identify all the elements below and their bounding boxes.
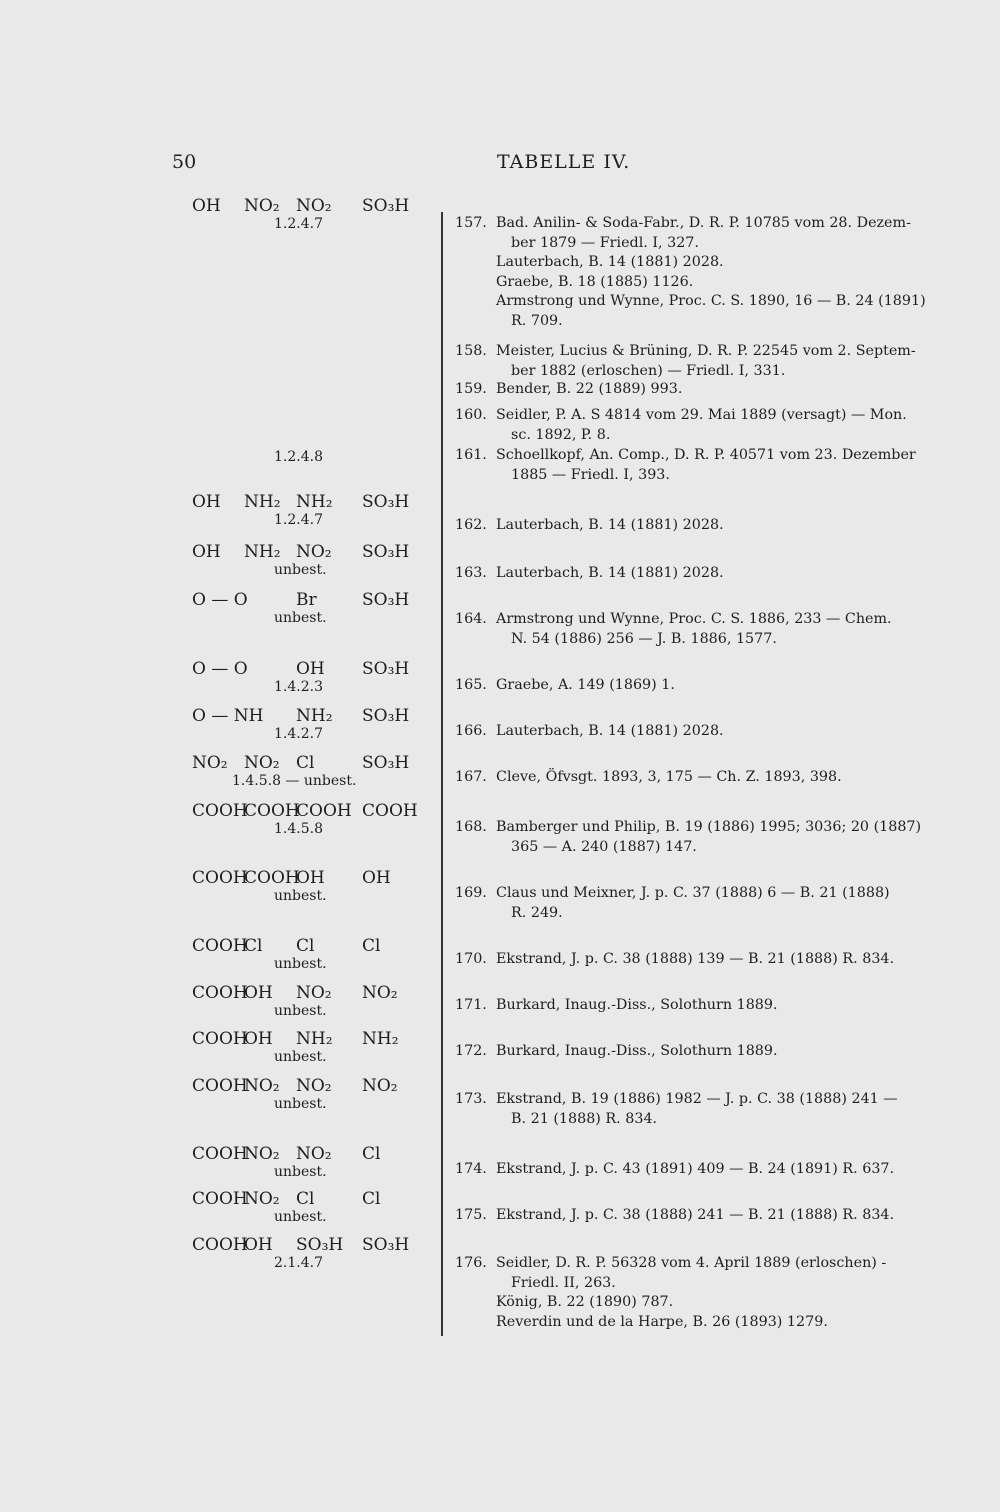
reference-number: 171. xyxy=(455,997,487,1013)
reference-number: 172. xyxy=(455,1043,487,1059)
formula-row xyxy=(192,492,432,514)
reference-entry xyxy=(455,380,945,400)
reference-line: Cleve, Öfvsgt. 1893, 3, 175 — Ch. Z. 1893, 398. xyxy=(496,769,842,785)
position-text: unbest. xyxy=(274,1096,327,1112)
reference-line: Lauterbach, B. 14 (1881) 2028. xyxy=(496,254,724,270)
reference-entry xyxy=(455,1042,945,1062)
reference-line: Meister, Lucius & Brüning, D. R. P. 22545 vom 2. Septem- xyxy=(496,343,916,359)
formula-group: NH₂ xyxy=(296,1029,333,1049)
reference-number: 163. xyxy=(455,565,487,581)
formula-group: Cl xyxy=(296,1189,315,1209)
position-text: unbest. xyxy=(274,1164,327,1180)
reference-entry xyxy=(455,1090,945,1129)
reference-entry xyxy=(455,1206,945,1226)
formula-group: SO₃H xyxy=(362,492,410,512)
reference-line: Friedl. II, 263. xyxy=(511,1274,616,1291)
formula-group: OH xyxy=(244,1029,273,1049)
formula-group: NO₂ xyxy=(362,983,398,1003)
reference-number: 157. xyxy=(455,215,487,231)
formula-row xyxy=(192,542,432,564)
reference-entry xyxy=(455,818,945,857)
position-text: 2.1.4.7 xyxy=(274,1255,323,1271)
formula-row xyxy=(192,868,432,890)
position-text: unbest. xyxy=(274,1209,327,1225)
formula-group: SO₃H xyxy=(362,542,410,562)
formula-group: NH₂ xyxy=(296,492,333,512)
formula-group: COOH xyxy=(244,868,300,888)
formula-group: NH₂ xyxy=(296,706,333,726)
reference-line: Reverdin und de la Harpe, B. 26 (1893) 1279. xyxy=(496,1313,828,1330)
reference-number: 159. xyxy=(455,381,487,397)
formula-group: OH xyxy=(362,868,391,888)
reference-line: ber 1882 (erloschen) — Friedl. I, 331. xyxy=(511,362,786,379)
reference-entry xyxy=(455,342,945,381)
page-number: 50 xyxy=(172,151,197,173)
formula-row xyxy=(192,590,432,612)
reference-line: 1885 — Friedl. I, 393. xyxy=(511,466,670,483)
reference-line: Armstrong und Wynne, Proc. C. S. 1886, 233 — Chem. xyxy=(496,611,892,627)
reference-number: 162. xyxy=(455,517,487,533)
position-text: unbest. xyxy=(274,888,327,904)
formula-group: NO₂ xyxy=(244,1189,280,1209)
reference-number: 176. xyxy=(455,1255,487,1271)
reference-line: Graebe, B. 18 (1885) 1126. xyxy=(496,273,694,290)
reference-number: 166. xyxy=(455,723,487,739)
reference-number: 168. xyxy=(455,819,487,835)
column-divider xyxy=(441,212,443,1336)
formula-group: NO₂ xyxy=(296,1144,332,1164)
formula-group: Cl xyxy=(244,936,263,956)
reference-line: N. 54 (1886) 256 — J. B. 1886, 1577. xyxy=(511,630,777,647)
formula-group: COOH xyxy=(244,801,300,821)
formula-group: COOH xyxy=(192,936,248,956)
formula-row xyxy=(192,196,432,218)
formula-group: COOH xyxy=(192,1029,248,1049)
reference-line: Ekstrand, J. p. C. 43 (1891) 409 — B. 24 (1891) R. 637. xyxy=(496,1161,895,1177)
reference-line: Armstrong und Wynne, Proc. C. S. 1890, 16 — B. 24 (1891) xyxy=(496,293,926,309)
formula-group: O — O xyxy=(192,659,248,679)
reference-number: 169. xyxy=(455,885,487,901)
position-text: unbest. xyxy=(274,562,327,578)
formula-group: SO₃H xyxy=(362,1235,410,1255)
reference-line: Seidler, P. A. S 4814 vom 29. Mai 1889 (versagt) — Mon. xyxy=(496,407,907,423)
formula-group: OH xyxy=(192,542,221,562)
formula-group: NO₂ xyxy=(296,1076,332,1096)
reference-entry xyxy=(455,884,945,923)
formula-group: COOH xyxy=(192,1076,248,1096)
formula-group: NO₂ xyxy=(244,1076,280,1096)
reference-entry xyxy=(455,406,945,445)
formula-group: COOH xyxy=(192,1144,248,1164)
reference-entry xyxy=(455,446,945,485)
reference-line: Burkard, Inaug.-Diss., Solothurn 1889. xyxy=(496,1043,778,1059)
formula-row xyxy=(192,1144,432,1166)
formula-group: NO₂ xyxy=(362,1076,398,1096)
formula-group: NO₂ xyxy=(296,542,332,562)
formula-group: Cl xyxy=(362,1144,381,1164)
formula-group: NH₂ xyxy=(244,542,281,562)
reference-line: Bender, B. 22 (1889) 993. xyxy=(496,381,683,397)
formula-group: Cl xyxy=(296,936,315,956)
formula-group: Cl xyxy=(296,753,315,773)
position-text: 1.4.5.8 xyxy=(274,821,323,837)
reference-line: Lauterbach, B. 14 (1881) 2028. xyxy=(496,723,724,739)
formula-group: NO₂ xyxy=(244,196,280,216)
formula-group: OH xyxy=(192,492,221,512)
reference-number: 170. xyxy=(455,951,487,967)
formula-row xyxy=(192,983,432,1005)
reference-entry xyxy=(455,1160,945,1180)
position-text: 1.2.4.7 xyxy=(274,512,323,528)
reference-number: 175. xyxy=(455,1207,487,1223)
formula-group: Br xyxy=(296,590,317,610)
reference-line: Ekstrand, J. p. C. 38 (1888) 241 — B. 21 (1888) R. 834. xyxy=(496,1207,895,1223)
formula-group: SO₃H xyxy=(362,753,410,773)
reference-number: 160. xyxy=(455,407,487,423)
reference-line: Claus und Meixner, J. p. C. 37 (1888) 6 — B. 21 (1888) xyxy=(496,885,890,901)
formula-group: O — NH xyxy=(192,706,264,726)
page-title: TABELLE IV. xyxy=(497,151,631,173)
formula-group: SO₃H xyxy=(362,196,410,216)
formula-group: NO₂ xyxy=(296,196,332,216)
reference-number: 173. xyxy=(455,1091,487,1107)
formula-row xyxy=(192,801,432,823)
position-text: unbest. xyxy=(274,1003,327,1019)
formula-group: NO₂ xyxy=(244,1144,280,1164)
reference-line: 365 — A. 240 (1887) 147. xyxy=(511,838,697,855)
formula-group: O — O xyxy=(192,590,248,610)
reference-entry xyxy=(455,768,945,788)
formula-row xyxy=(192,753,432,775)
reference-entry xyxy=(455,996,945,1016)
formula-group: Cl xyxy=(362,1189,381,1209)
reference-line: R. 249. xyxy=(511,904,563,921)
reference-number: 164. xyxy=(455,611,487,627)
reference-line: Lauterbach, B. 14 (1881) 2028. xyxy=(496,565,724,581)
formula-row xyxy=(192,1029,432,1051)
formula-group: COOH xyxy=(296,801,352,821)
reference-line: Ekstrand, J. p. C. 38 (1888) 139 — B. 21 (1888) R. 834. xyxy=(496,951,895,967)
reference-entry xyxy=(455,1254,945,1332)
reference-number: 161. xyxy=(455,447,487,463)
formula-group: SO₃H xyxy=(296,1235,344,1255)
formula-group: COOH xyxy=(192,1189,248,1209)
formula-group: SO₃H xyxy=(362,659,410,679)
formula-group: COOH xyxy=(192,983,248,1003)
reference-line: Graebe, A. 149 (1869) 1. xyxy=(496,677,675,693)
reference-entry xyxy=(455,722,945,742)
reference-entry xyxy=(455,214,945,331)
position-text: 1.4.2.7 xyxy=(274,726,323,742)
reference-entry xyxy=(455,564,945,584)
formula-group: OH xyxy=(192,196,221,216)
reference-number: 158. xyxy=(455,343,487,359)
reference-line: Bad. Anilin- & Soda-Fabr., D. R. P. 10785 vom 28. Dezem- xyxy=(496,215,911,231)
position-text: 1.4.2.3 xyxy=(274,679,323,695)
formula-group: OH xyxy=(244,1235,273,1255)
formula-group: NH₂ xyxy=(362,1029,399,1049)
formula-row xyxy=(192,1235,432,1257)
reference-line: R. 709. xyxy=(511,312,563,329)
position-text: 1.2.4.8 xyxy=(274,449,323,465)
reference-line: Burkard, Inaug.-Diss., Solothurn 1889. xyxy=(496,997,778,1013)
reference-entry xyxy=(455,676,945,696)
formula-group: OH xyxy=(296,868,325,888)
reference-number: 165. xyxy=(455,677,487,693)
reference-line: sc. 1892, P. 8. xyxy=(511,426,611,443)
formula-row xyxy=(192,659,432,681)
position-text: 1.4.5.8 — unbest. xyxy=(232,773,357,789)
reference-entry xyxy=(455,950,945,970)
reference-line: Schoellkopf, An. Comp., D. R. P. 40571 vom 23. Dezember xyxy=(496,447,916,463)
formula-row xyxy=(192,1076,432,1098)
reference-number: 167. xyxy=(455,769,487,785)
formula-group: COOH xyxy=(192,1235,248,1255)
position-text: 1.2.4.7 xyxy=(274,216,323,232)
reference-line: ber 1879 — Friedl. I, 327. xyxy=(511,234,699,251)
formula-row xyxy=(192,706,432,728)
formula-group: Cl xyxy=(362,936,381,956)
formula-group: SO₃H xyxy=(362,590,410,610)
reference-line: Ekstrand, B. 19 (1886) 1982 — J. p. C. 38 (1888) 241 — xyxy=(496,1091,898,1107)
formula-group: NO₂ xyxy=(296,983,332,1003)
formula-row xyxy=(192,1189,432,1211)
formula-row xyxy=(192,936,432,958)
reference-entry xyxy=(455,610,945,649)
formula-group: COOH xyxy=(192,868,248,888)
formula-group: SO₃H xyxy=(362,706,410,726)
formula-group: COOH xyxy=(192,801,248,821)
formula-group: COOH xyxy=(362,801,418,821)
reference-line: Lauterbach, B. 14 (1881) 2028. xyxy=(496,517,724,533)
formula-group: NO₂ xyxy=(244,753,280,773)
reference-entry xyxy=(455,516,945,536)
reference-number: 174. xyxy=(455,1161,487,1177)
reference-line: Bamberger und Philip, B. 19 (1886) 1995; 3036; 20 (1887) xyxy=(496,819,922,835)
position-text: unbest. xyxy=(274,610,327,626)
formula-group: NH₂ xyxy=(244,492,281,512)
formula-group: OH xyxy=(296,659,325,679)
reference-line: Seidler, D. R. P. 56328 vom 4. April 1889 (erloschen) - xyxy=(496,1255,887,1271)
reference-line: B. 21 (1888) R. 834. xyxy=(511,1110,658,1127)
formula-group: NO₂ xyxy=(192,753,228,773)
formula-group: OH xyxy=(244,983,273,1003)
position-text: unbest. xyxy=(274,1049,327,1065)
reference-line: König, B. 22 (1890) 787. xyxy=(496,1294,674,1310)
position-text: unbest. xyxy=(274,956,327,972)
